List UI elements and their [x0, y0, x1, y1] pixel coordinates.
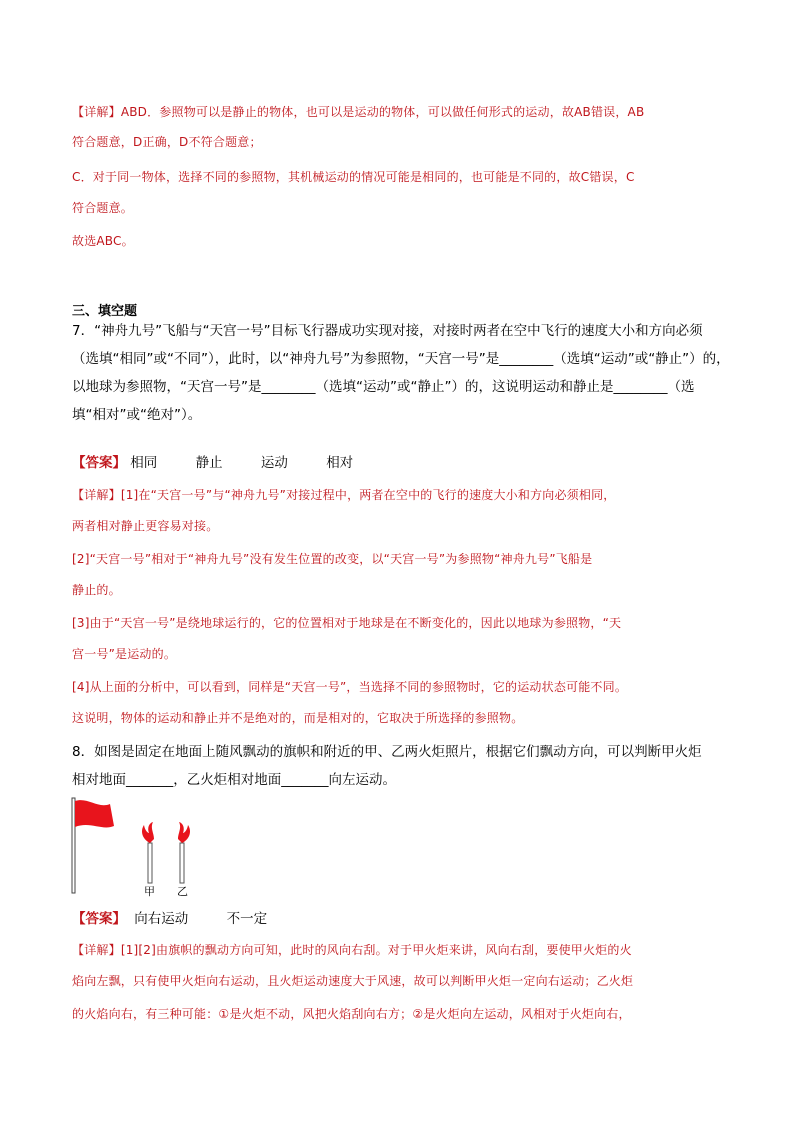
figure-label-yi: 乙 — [177, 885, 188, 898]
flame-jia-icon — [142, 822, 154, 843]
q8-line-1: 8．如图是固定在地面上随风飘动的旗帜和附近的甲、乙两火炬照片，根据它们飘动方向，可以判断甲火炬 — [72, 744, 702, 760]
q7-detail-line-1: 【详解】[1]在“天宫一号”与“神舟九号”对接过程中，两者在空中的飞行的速度大小和方向必须相同， — [72, 488, 616, 502]
q7-detail-line-5: [3]由于“天宫一号”是绕地球运行的，它的位置相对于地球是在不断变化的，因此以地球为参照物，“天 — [72, 616, 622, 630]
q7-line-3: 以地球为参照物，“天宫一号”是________（选填“运动”或“静止”）的，这说明运动和静止是________（选 — [72, 379, 695, 395]
flag-torch-figure — [68, 795, 218, 900]
torch-yi — [180, 843, 184, 883]
q8-detail-line-3: 的火焰向右，有三种可能：①是火炬不动，风把火焰刮向右方；②是火炬向左运动，风相对于火炬向右， — [72, 1007, 631, 1021]
q8-question — [72, 738, 732, 794]
flag-pole — [72, 798, 75, 893]
q8-detail-line-1: 【详解】[1][2]由旗帜的飘动方向可知，此时的风向右刮。对于甲火炬来讲，风向右刮，要使甲火炬的火 — [72, 943, 632, 957]
detail-label: 【详解】 — [72, 943, 121, 957]
q7-answer-3: 运动 — [260, 455, 288, 471]
q7-answer-1: 相同 — [130, 455, 158, 471]
q7-detail-line-3: [2]“天宫一号”相对于“神舟九号”没有发生位置的改变，以“天宫一号”为参照物“神舟九号”飞船是 — [72, 552, 593, 566]
q6-detail-line-5: 故选ABC。 — [72, 234, 134, 248]
detail-label: 【详解】 — [72, 488, 121, 502]
detail-label: 【详解】 — [72, 105, 121, 119]
q8-detail-line-2: 焰向左飘，只有使甲火炬向右运动，且火炬运动速度大于风速，故可以判断甲火炬一定向右运动；乙火炬 — [72, 974, 634, 988]
torch-jia — [148, 843, 152, 883]
q6-detail-line-1: 【详解】ABD．参照物可以是静止的物体，也可以是运动的物体，可以做任何形式的运动，故AB错误，AB — [72, 105, 645, 119]
answer-label: 【答案】 — [72, 911, 126, 927]
q7-detail-line-6: 宫一号”是运动的。 — [72, 647, 177, 661]
q7-line-4: 填“相对”或“绝对”）。 — [72, 407, 202, 423]
q7-detail-line-4: 静止的。 — [72, 583, 121, 597]
q8-answer — [72, 907, 301, 927]
q7-answer-4: 相对 — [326, 455, 354, 471]
q7-line-2: （选填“相同”或“不同”），此时，以“神舟九号”为参照物，“天宫一号”是________（选填“运动”或“静止”）的， — [72, 351, 730, 367]
q8-line-2: 相对地面_______，乙火炬相对地面_______向左运动。 — [72, 772, 396, 788]
q6-detail-line-4: 符合题意。 — [72, 201, 134, 215]
q8-answer-1: 向右运动 — [134, 911, 189, 927]
answer-label: 【答案】 — [72, 455, 126, 471]
q7-answer — [72, 451, 387, 471]
q7-answer-2: 静止 — [195, 455, 223, 471]
figure-label-jia: 甲 — [144, 885, 155, 898]
q7-detail-line-8: 这说明，物体的运动和静止并不是绝对的，而是相对的，它取决于所选择的参照物。 — [72, 711, 524, 725]
q7-line-1: 7．“神舟九号”飞船与“天宫一号”目标飞行器成功实现对接，对接时两者在空中飞行的速度大小和方向必须 — [72, 323, 703, 339]
q7-detail-line-2: 两者相对静止更容易对接。 — [72, 519, 219, 533]
q8-answer-2: 不一定 — [226, 911, 268, 927]
q6-detail-line-2: 符合题意，D正确，D不符合题意； — [72, 135, 262, 149]
q7-question — [72, 317, 732, 429]
q6-detail-line-3: C．对于同一物体，选择不同的参照物，其机械运动的情况可能是相同的，也可能是不同的，故C错误，C — [72, 170, 635, 184]
section-title: 三、填空题 — [72, 304, 138, 319]
q7-detail-line-7: [4]从上面的分析中，可以看到，同样是“天宫一号”，当选择不同的参照物时，它的运动状态可能不同。 — [72, 680, 628, 694]
flame-yi-icon — [178, 822, 190, 843]
flag-icon — [75, 800, 114, 827]
